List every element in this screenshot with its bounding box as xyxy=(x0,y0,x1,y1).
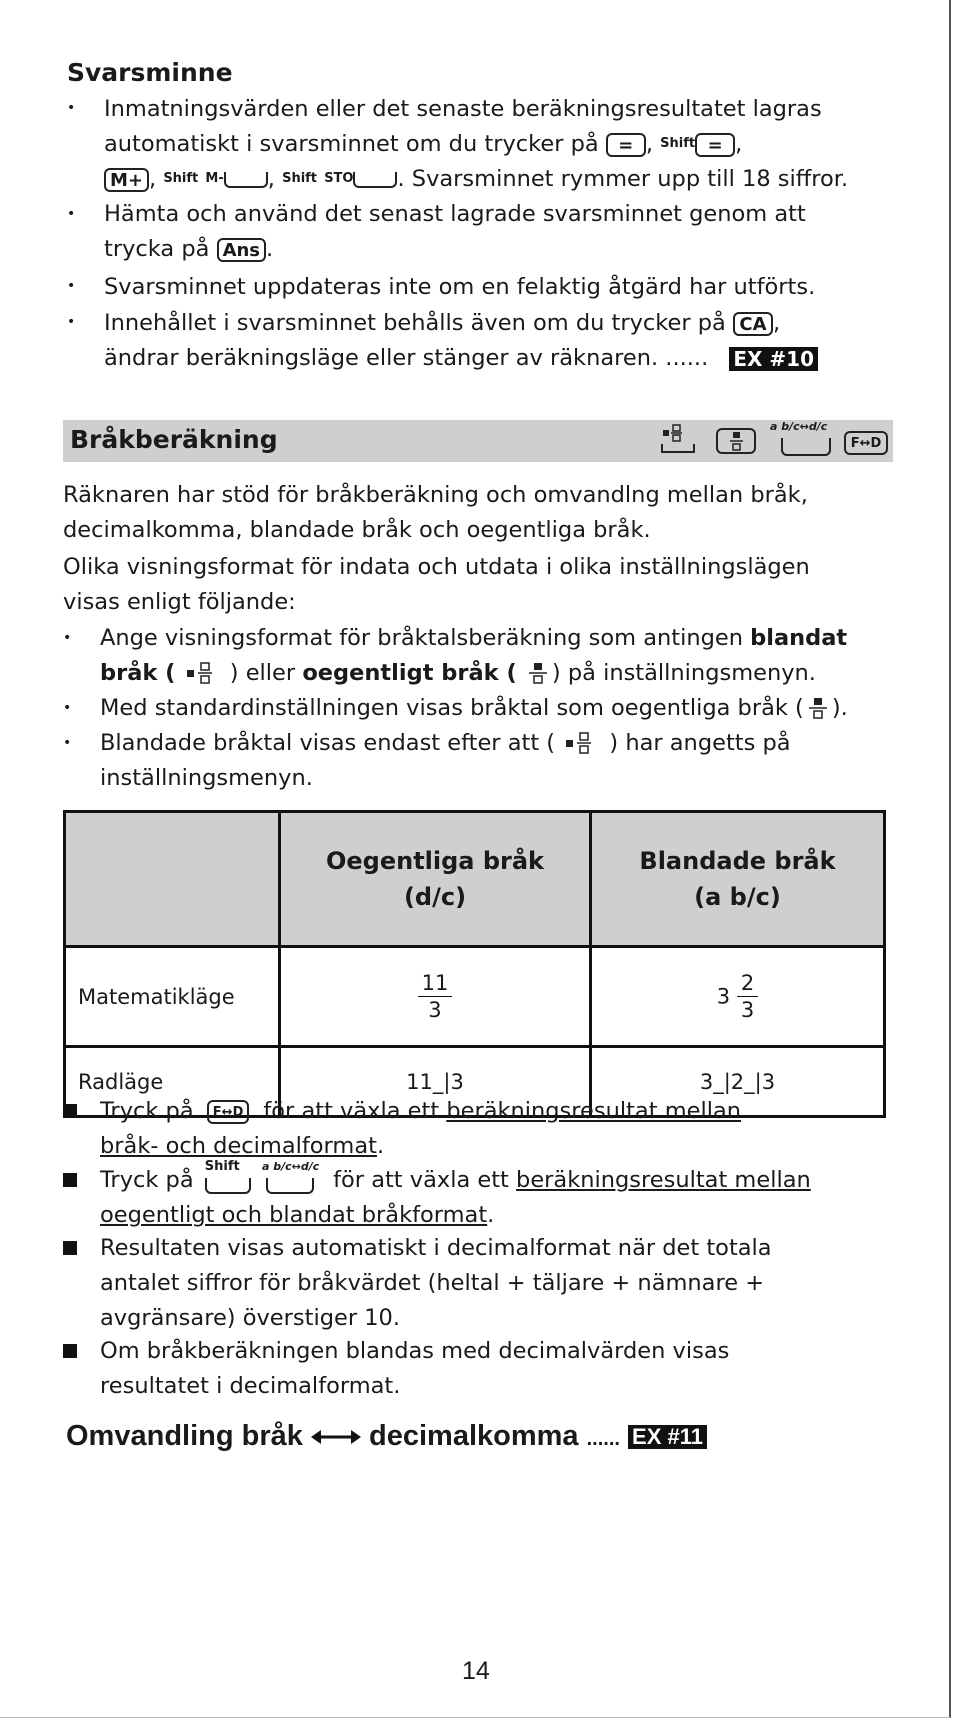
header-text: (d/c) xyxy=(403,883,467,911)
table-header-improper xyxy=(280,812,591,947)
text: för att växla ett xyxy=(263,1098,447,1124)
text: Tryck på xyxy=(100,1098,194,1124)
underlined-text: bråk- och decimalformat xyxy=(100,1133,377,1159)
note-3-line-3: avgränsare) överstiger 10. xyxy=(100,1305,401,1331)
fraction-mixed-key-icon xyxy=(660,424,696,454)
denominator: 3 xyxy=(428,998,442,1022)
sto-label: STO xyxy=(324,171,354,186)
header-text: Oegentliga bråk xyxy=(325,847,545,875)
fraction-bullet-3-line-1 xyxy=(100,726,791,760)
improper-fraction-icon xyxy=(804,696,832,722)
text: ) på inställningsmenyn. xyxy=(551,660,816,686)
shift-key[interactable] xyxy=(201,1158,253,1196)
note-square xyxy=(63,1344,77,1358)
answer-memory-bullet-1-line-1: Inmatningsvärden eller det senaste beräkningsresultatet lagras xyxy=(104,96,822,122)
section-heading-answer-memory: Svarsminne xyxy=(67,58,233,87)
ans-key[interactable]: Ans xyxy=(217,238,266,262)
underlined-text: oegentligt och blandat bråkformat xyxy=(100,1202,488,1228)
fraction-key[interactable] xyxy=(716,428,756,458)
text: trycka på xyxy=(104,236,210,262)
text: Blandade bråktal visas endast efter att ( xyxy=(100,730,556,756)
bullet: • xyxy=(67,314,76,330)
text: Med standardinställningen visas bråktal som oegentliga bråk ( xyxy=(100,695,804,721)
m-minus-key[interactable] xyxy=(224,172,268,188)
text: ändrar beräkningsläge eller stänger av räknaren. ...... xyxy=(104,345,709,371)
underlined-text: beräkningsresultat mellan xyxy=(516,1167,811,1193)
m-minus-label: M- xyxy=(205,171,224,186)
answer-memory-bullet-4-line-1: Innehållet i svarsminnet behålls även om du trycker på CA , xyxy=(104,310,781,336)
key-outline xyxy=(205,1178,251,1194)
text: ). xyxy=(831,695,848,721)
note-1-line-1 xyxy=(100,1094,741,1128)
text: Tryck på xyxy=(100,1167,194,1193)
note-square xyxy=(63,1104,77,1118)
note-3-line-2: antalet siffror för bråkvärdet (heltal + täljare + nämnare + xyxy=(100,1270,765,1296)
header-text: (a b/c) xyxy=(694,883,781,911)
improper-fraction-icon xyxy=(524,661,552,687)
page-number: 14 xyxy=(462,1657,490,1685)
mixed-fraction-icon xyxy=(183,661,223,687)
heading-text: decimalkomma xyxy=(369,1420,579,1452)
bullet: • xyxy=(63,700,72,716)
equals-key[interactable]: = xyxy=(606,133,646,157)
answer-memory-bullet-1-line-2: automatiskt i svarsminnet om du trycker på = , $^{Shift}$ = , xyxy=(104,131,743,157)
bold-text: oegentligt bråk ( xyxy=(302,660,517,686)
text: . Svarsminnet rymmer upp till 18 siffror. xyxy=(397,166,849,192)
abc-key[interactable] xyxy=(781,438,831,456)
sto-key[interactable] xyxy=(353,172,397,188)
note-2-line-2: oegentligt och blandat bråkformat. xyxy=(100,1202,495,1228)
answer-memory-bullet-3: Svarsminnet uppdateras inte om en felaktig åtgärd har utförts. xyxy=(104,274,816,300)
fraction-key-icon xyxy=(716,428,756,454)
fraction-bullet-1-line-1 xyxy=(100,621,847,655)
fraction-bullet-1-line-2 xyxy=(100,656,816,690)
header-text: Blandade bråk xyxy=(639,847,836,875)
table-cell: 3_|2_|3 xyxy=(591,1047,885,1117)
shift-label: Shift xyxy=(660,136,696,151)
fraction-para-1-line-1: Räknaren har stöd för bråkberäkning och omvandlng mellan bråk, xyxy=(63,482,808,508)
table-header-row xyxy=(65,812,885,947)
note-square xyxy=(63,1241,77,1255)
text: Ange visningsformat för bråktalsberäkning som antingen xyxy=(100,625,751,651)
text: ) har angetts på xyxy=(609,730,791,756)
fraction-format-table xyxy=(63,810,886,1118)
conversion-heading xyxy=(66,1420,707,1453)
heading-text: Omvandling bråk xyxy=(66,1420,303,1452)
bullet: • xyxy=(63,630,72,646)
note-4-line-1: Om bråkberäkningen blandas med decimalvärden visas xyxy=(100,1338,730,1364)
table-cell xyxy=(591,947,885,1047)
answer-memory-bullet-2-line-2: trycka på Ans . xyxy=(104,236,274,262)
double-arrow-icon xyxy=(311,1427,361,1447)
note-2-line-1 xyxy=(100,1158,811,1197)
row-label: Matematikläge xyxy=(65,947,280,1047)
note-square xyxy=(63,1173,77,1187)
example-ref: EX #10 xyxy=(729,347,818,371)
shift-label: Shift xyxy=(163,171,199,186)
fraction-bullet-2 xyxy=(100,691,848,725)
fraction-para-2-line-2: visas enligt följande: xyxy=(63,589,296,615)
table-row xyxy=(65,947,885,1047)
bullet: • xyxy=(67,100,76,116)
numerator: 2 xyxy=(737,970,758,997)
bullet: • xyxy=(63,735,72,751)
answer-memory-bullet-2-line-1: Hämta och använd det senast lagrade svarsminnet genom att xyxy=(104,201,806,227)
note-1-line-2: bråk- och decimalformat. xyxy=(100,1133,385,1159)
note-3-line-1: Resultaten visas automatiskt i decimalformat när det totala xyxy=(100,1235,772,1261)
fraction-para-2-line-1: Olika visningsformat för indata och utdata i olika inställningslägen xyxy=(63,554,810,580)
text: automatiskt i svarsminnet om du trycker på xyxy=(104,131,599,157)
row-label: Radläge xyxy=(65,1047,280,1117)
shift-label: Shift xyxy=(204,1158,240,1174)
numerator: 11 xyxy=(418,970,453,997)
equals-key[interactable]: = xyxy=(695,133,735,157)
f-d-key[interactable]: F↔D xyxy=(207,1100,250,1124)
table-header-empty xyxy=(65,812,280,947)
answer-memory-bullet-4-line-2 xyxy=(104,341,818,375)
bullet: • xyxy=(67,206,76,222)
m-plus-key[interactable]: M+ xyxy=(104,168,149,192)
abc-label: a b/c↔d/c xyxy=(261,1159,320,1173)
ca-key[interactable]: CA xyxy=(733,312,773,336)
improper-fraction xyxy=(418,970,453,1023)
mixed-fraction-icon xyxy=(562,731,602,757)
table-cell xyxy=(280,947,591,1047)
table-cell: 11_|3 xyxy=(280,1047,591,1117)
answer-memory-bullet-1-line-3: M+ , $^{Shift}$ $^{M-}$ , $^{Shift}$ $^{STO}$ . Svarsminnet rymmer upp till 18 siffror. xyxy=(104,162,848,196)
note-4-line-2: resultatet i decimalformat. xyxy=(100,1373,401,1399)
bold-text: bråk ( xyxy=(100,660,176,686)
key-outline xyxy=(266,1178,314,1194)
f-d-key[interactable]: F↔D xyxy=(844,431,888,455)
bold-text: blandat xyxy=(750,625,848,651)
text: för att växla ett xyxy=(333,1167,517,1193)
text: ) eller xyxy=(229,660,303,686)
dots: ...... xyxy=(586,1428,620,1450)
bullet: • xyxy=(67,278,76,294)
fraction-para-1-line-2: decimalkomma, blandade bråk och oegentliga bråk. xyxy=(63,517,651,543)
underlined-text: beräkningsresultat mellan xyxy=(446,1098,742,1124)
denominator: 3 xyxy=(740,998,755,1022)
fraction-key-icon[interactable] xyxy=(660,424,696,458)
table-header-mixed xyxy=(591,812,885,947)
example-ref: EX #11 xyxy=(628,1425,707,1449)
fraction-bullet-3-line-2: inställningsmenyn. xyxy=(100,765,313,791)
abc-key[interactable] xyxy=(260,1159,326,1196)
mixed-fraction xyxy=(737,970,758,1023)
section-heading-fraction: Bråkberäkning xyxy=(70,425,278,454)
shift-label: Shift xyxy=(282,171,318,186)
text: Innehållet i svarsminnet behålls även om du trycker på xyxy=(104,310,726,336)
abc-label: a b/c↔d/c xyxy=(770,420,828,433)
whole-part: 3 xyxy=(716,984,731,1009)
